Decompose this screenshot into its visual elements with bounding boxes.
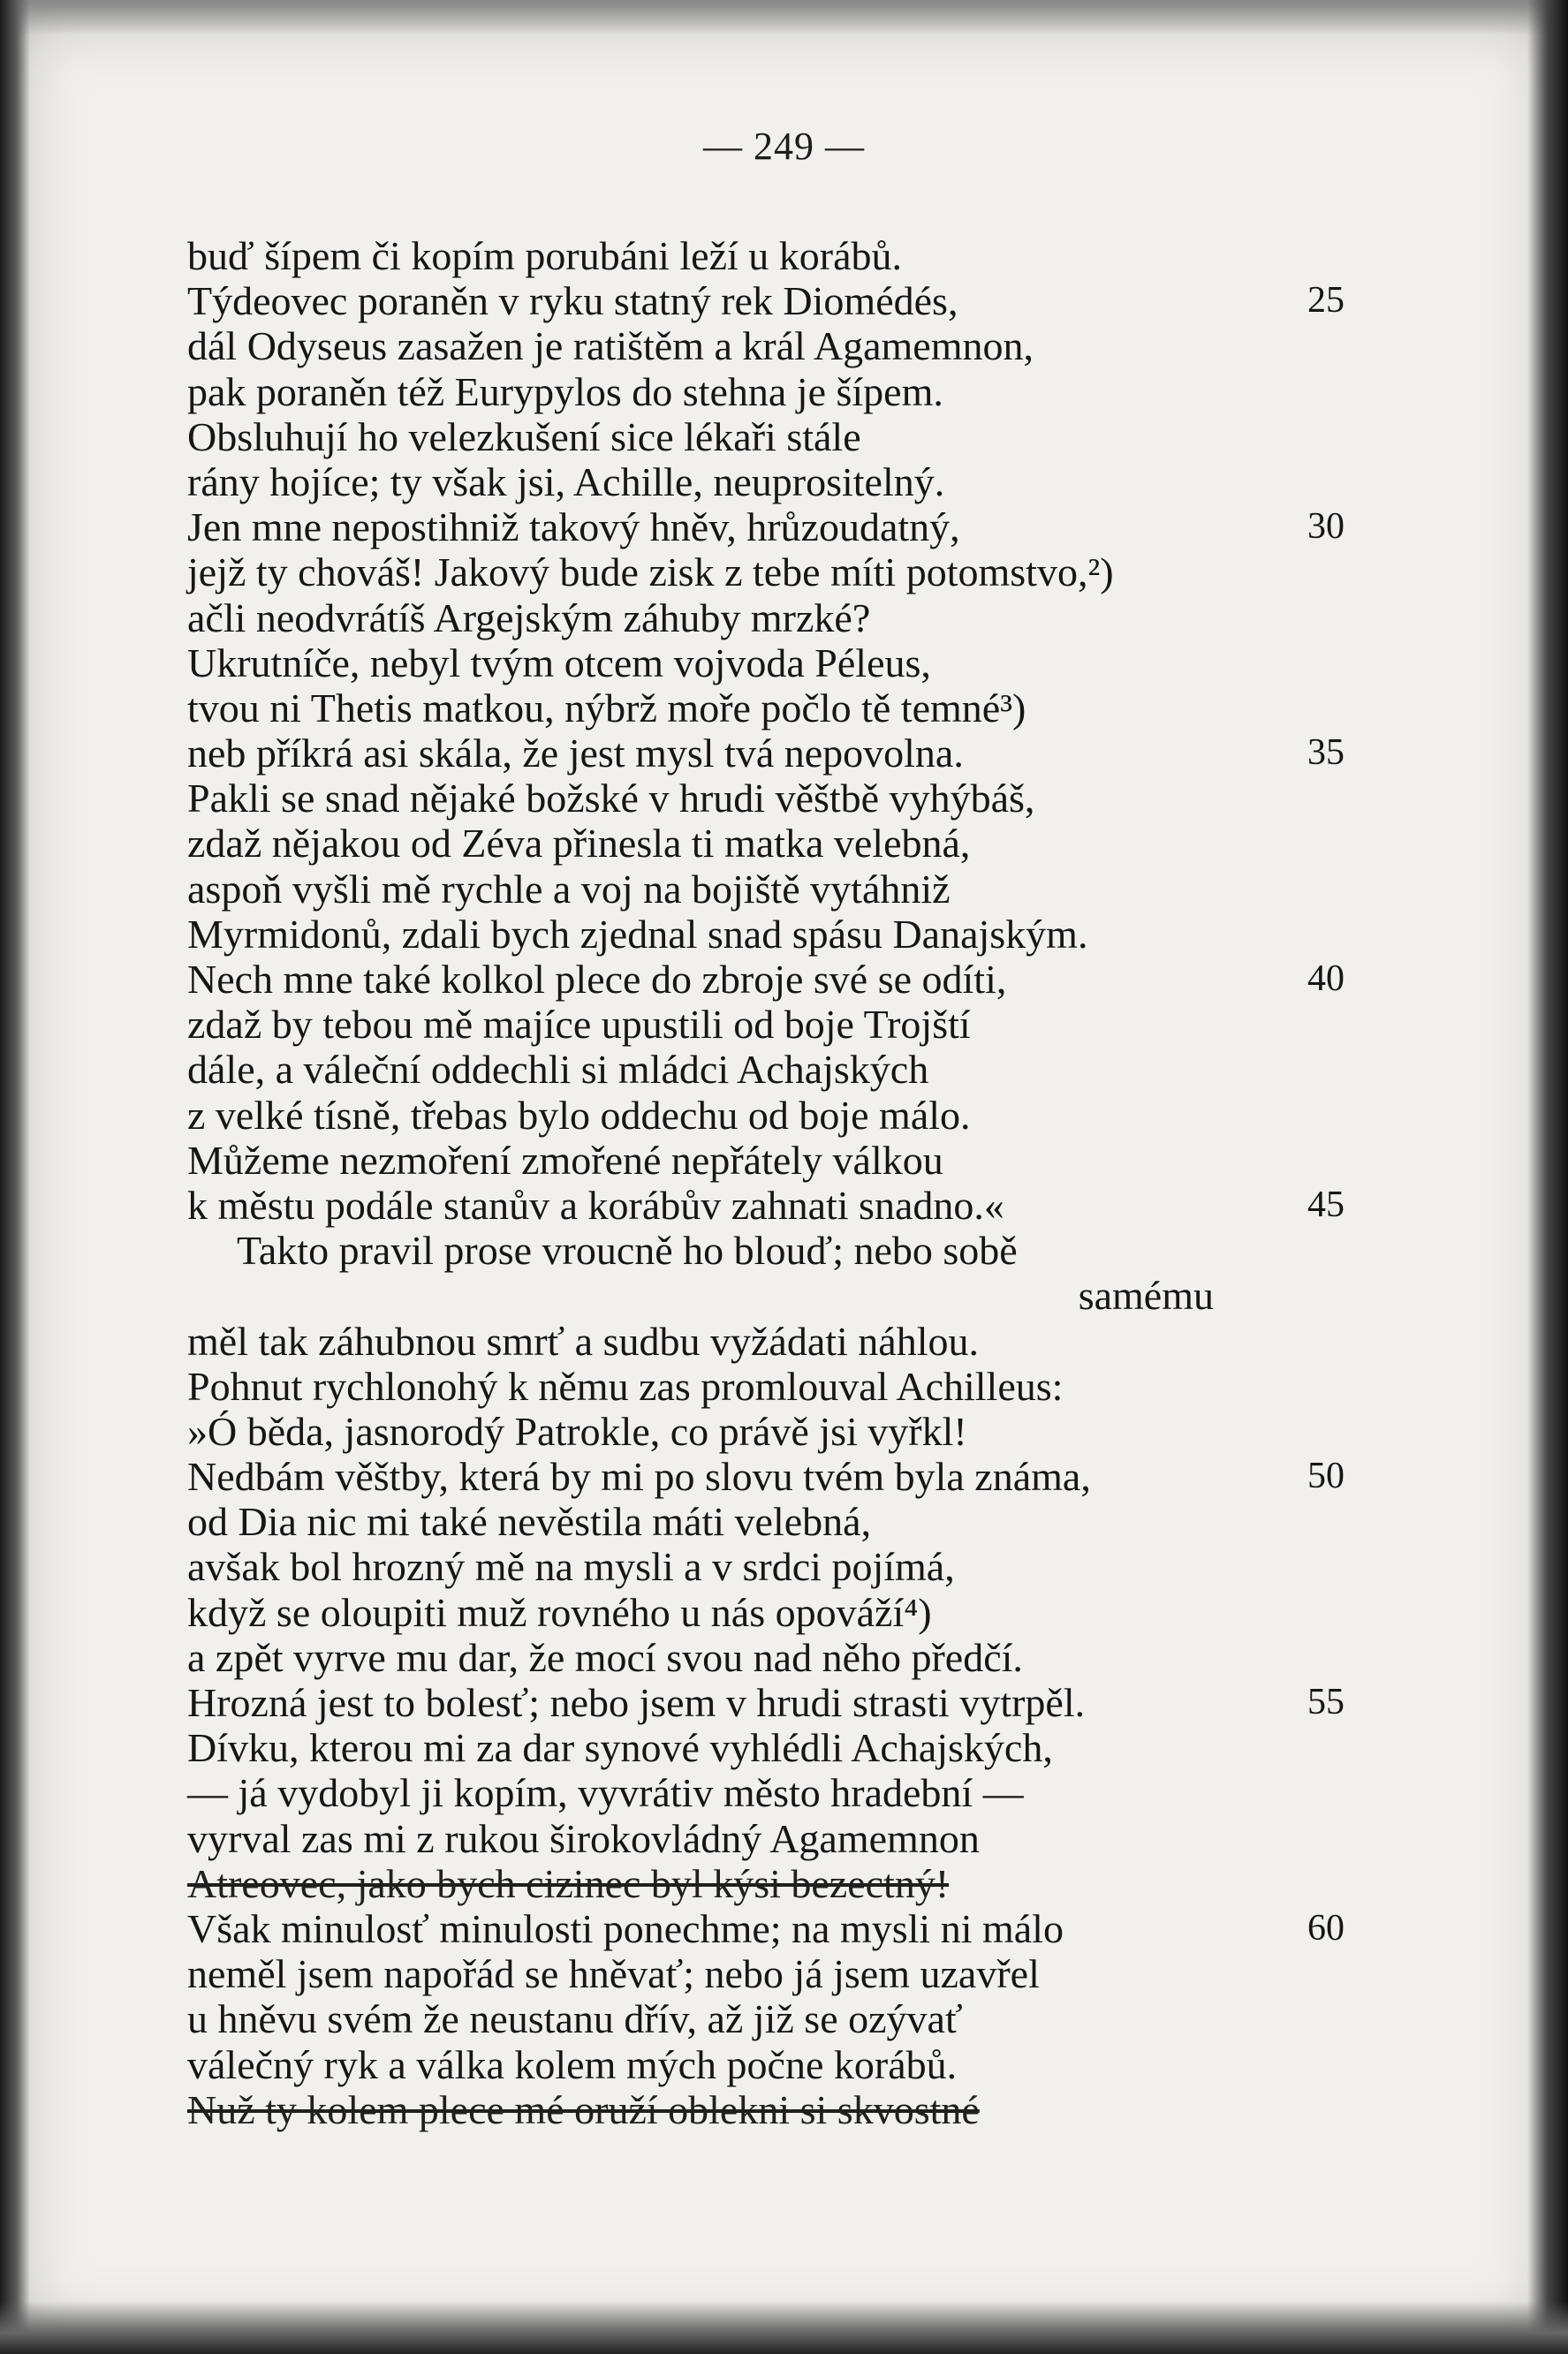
page-shadow-left (0, 0, 30, 2354)
line-text: zdaž by tebou mě majíce upustili od boje Trojští (187, 1002, 971, 1048)
poem-line (187, 1047, 1442, 1092)
line-text: aspoň vyšli mě rychle a voj na bojiště vytáhniž (187, 866, 951, 912)
poem-line (187, 549, 1442, 594)
line-text: Nuž ty kolem plece mé oruží oblekni si skvostné (187, 2086, 980, 2132)
poem-line (187, 685, 1442, 730)
poem-line (187, 2042, 1442, 2087)
line-text: samému (1078, 1273, 1214, 1319)
line-text: Však minulosť minulosti ponechme; na mysli ni málo (187, 1905, 1064, 1951)
poem-line (187, 1861, 1442, 1906)
line-text: neb příkrá asi skála, že jest mysl tvá nepovolna. (187, 730, 964, 776)
line-text: avšak bol hrozný mě na mysli a v srdci pojímá, (187, 1544, 955, 1590)
poem-line (187, 1002, 1442, 1047)
poem-line (187, 1454, 1442, 1499)
line-text: »Ó běda, jasnorodý Patrokle, co právě jsi vyřkl! (187, 1408, 967, 1454)
poem-line (187, 1590, 1442, 1635)
line-text: měl tak záhubnou smrť a sudbu vyžádati náhlou. (187, 1318, 979, 1364)
poem-text (187, 233, 1442, 2132)
page-shadow-right (1527, 0, 1568, 2354)
line-text: Obsluhují ho velezkušení sice lékaři stále (187, 413, 861, 459)
line-text: válečný ryk a válka kolem mých počne korábů. (187, 2041, 958, 2087)
poem-line (187, 595, 1442, 640)
page-shadow-bottom (0, 2301, 1568, 2354)
verse-number: 45 (1307, 1184, 1345, 1225)
poem-line (187, 821, 1442, 866)
line-text: Pohnut rychlonohý k němu zas promlouval Achilleus: (187, 1363, 1064, 1409)
line-text: Nech mne také kolkol plece do zbroje své se odíti, (187, 957, 1007, 1002)
poem-line (187, 912, 1442, 957)
poem-line (187, 1906, 1442, 1951)
poem-line (187, 1499, 1442, 1544)
line-text: Dívku, kterou mi za dar synové vyhlédli Achajských, (187, 1725, 1053, 1771)
poem-line (187, 1680, 1442, 1725)
poem-line (187, 640, 1442, 685)
poem-line (187, 323, 1442, 368)
poem-line (187, 1364, 1442, 1409)
line-text: Jen mne nepostihniž takový hněv, hrůzoudatný, (187, 504, 960, 550)
line-text: Nedbám věštby, která by mi po slovu tvém byla známa, (187, 1454, 1091, 1500)
verse-number: 30 (1307, 506, 1345, 548)
line-text: vyrval zas mi z rukou širokovládný Agamemnon (187, 1815, 980, 1861)
poem-line (187, 1183, 1442, 1228)
poem-line (187, 1093, 1442, 1138)
line-text: k městu podále stanův a korábův zahnati snadno.« (187, 1182, 1004, 1228)
poem-line (187, 1770, 1442, 1815)
poem-line (187, 1635, 1442, 1680)
line-text: pak poraněn též Eurypylos do stehna je šípem. (187, 368, 943, 414)
poem-line (187, 1319, 1442, 1364)
line-text: od Dia nic mi také nevěstila máti velebná, (187, 1499, 872, 1545)
verse-number: 40 (1307, 958, 1345, 999)
poem-line (187, 776, 1442, 821)
poem-line (187, 1996, 1442, 2041)
line-text: zdaž nějakou od Zéva přinesla ti matka velebná, (187, 821, 971, 867)
verse-number: 50 (1307, 1456, 1345, 1497)
line-text: buď šípem či kopím porubáni leží u korábů. (187, 233, 903, 278)
verse-number: 55 (1307, 1682, 1345, 1722)
line-text: Můžeme nezmoření zmořené nepřátely válkou (187, 1137, 943, 1183)
poem-line (187, 504, 1442, 549)
line-text: Hrozná jest to bolesť; nebo jsem v hrudi strasti vytrpěl. (187, 1680, 1086, 1725)
line-text: u hněvu svém že neustanu dřív, až již se ozývať (187, 1996, 963, 2042)
poem-line (187, 2087, 1442, 2132)
line-text: Takto pravil prose vroucně ho blouď; nebo sobě (237, 1228, 1018, 1274)
poem-line (187, 730, 1442, 776)
line-text: ačli neodvrátíš Argejským záhuby mrzké? (187, 594, 871, 640)
page-shadow-top (0, 0, 1568, 35)
poem-line (187, 369, 1442, 414)
poem-line (187, 1228, 1442, 1273)
page-number: — 249 — (703, 125, 865, 168)
poem-line (187, 1273, 1442, 1318)
poem-line (187, 459, 1442, 504)
line-text: rány hojíce; ty však jsi, Achille, neuprositelný. (187, 458, 945, 504)
line-text: tvou ni Thetis matkou, nýbrž moře počlo tě temné³) (187, 685, 1026, 730)
poem-line (187, 1725, 1442, 1770)
poem-line (187, 1951, 1442, 1996)
line-text: dále, a váleční oddechli si mládci Achajských (187, 1047, 929, 1093)
line-text: Atreovec, jako bych cizinec byl kýsi bezectný! (187, 1860, 950, 1906)
poem-line (187, 1816, 1442, 1861)
verse-number: 25 (1307, 280, 1345, 322)
poem-line (187, 867, 1442, 912)
line-text: Týdeovec poraněn v ryku statný rek Diomédés, (187, 278, 958, 324)
poem-line (187, 278, 1442, 323)
poem-line (187, 233, 1442, 278)
line-text: jejž ty chováš! Jakový bude zisk z tebe míti potomstvo,²) (187, 549, 1114, 595)
verse-number: 35 (1307, 732, 1345, 774)
line-text: neměl jsem napořád se hněvať; nebo já jsem uzavřel (187, 1951, 1040, 1997)
verse-number: 60 (1307, 1907, 1345, 1949)
poem-line (187, 414, 1442, 459)
poem-line (187, 1544, 1442, 1589)
poem-line (187, 957, 1442, 1002)
line-text: Ukrutníče, nebyl tvým otcem vojvoda Péleus, (187, 640, 931, 685)
line-text: z velké tísně, třebas bylo oddechu od boje málo. (187, 1092, 971, 1138)
line-text: — já vydobyl ji kopím, vyvrátiv město hradební — (187, 1770, 1024, 1816)
line-text: když se oloupiti muž rovného u nás opováží⁴) (187, 1589, 932, 1635)
poem-line (187, 1138, 1442, 1183)
line-text: Myrmidonů, zdali bych zjednal snad spásu Danajským. (187, 911, 1088, 957)
poem-line (187, 1409, 1442, 1454)
line-text: a zpět vyrve mu dar, že mocí svou nad něho předčí. (187, 1634, 1023, 1680)
line-text: dál Odyseus zasažen je ratištěm a král Agamemnon, (187, 323, 1034, 369)
line-text: Pakli se snad nějaké božské v hrudi věštbě vyhýbáš, (187, 776, 1035, 821)
